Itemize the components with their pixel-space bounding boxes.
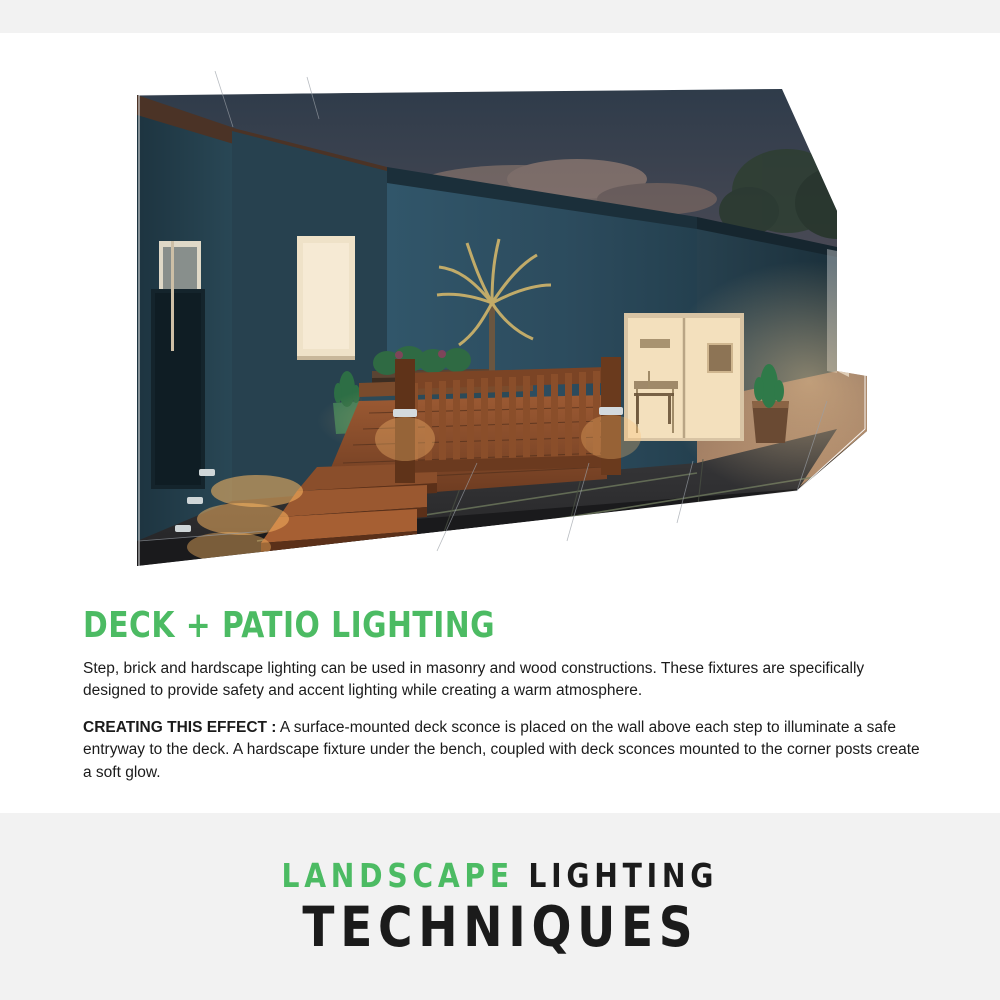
- illustration-container: [137, 71, 867, 601]
- effect-text: A surface-mounted deck sconce is placed on the wall above each step to illuminate a safe entryway to the deck. A hardscape fixture under the bench, coupled with deck sconces mounted to the corner posts create a soft glow.: [83, 718, 920, 781]
- effect-paragraph: [83, 717, 923, 784]
- footer-line-1: [281, 855, 719, 895]
- deck-patio-night-rendering-illustration: [137, 71, 867, 601]
- footer-brand-lighting: LIGHTING: [528, 855, 719, 895]
- deck-sconce-fixture: [199, 469, 215, 476]
- footer-branding: [0, 813, 1000, 1000]
- effect-label: CREATING THIS EFFECT :: [83, 718, 277, 736]
- text-block: [83, 605, 923, 784]
- description-paragraph: Step, brick and hardscape lighting can be used in masonry and wood constructions. These fixtures are specifically designed to provide safety and accent lighting while creating a warm atmosphere.: [83, 660, 865, 700]
- content-card: [0, 33, 1000, 813]
- footer-line-2: TECHNIQUES: [302, 894, 698, 959]
- page-title: DECK + PATIO LIGHTING: [83, 605, 496, 646]
- footer-brand-landscape: LANDSCAPE: [281, 855, 515, 895]
